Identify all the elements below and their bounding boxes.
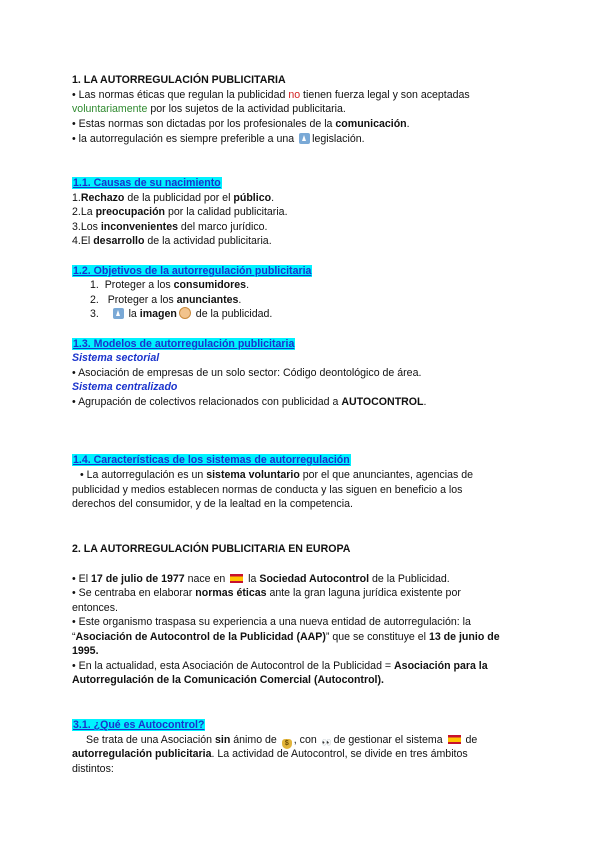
bullet-line [72, 659, 488, 673]
text: • Agrupación de colectivos relacionados con publicidad a [72, 396, 342, 408]
section-1-2-heading [72, 264, 312, 278]
text: • Estas normas son dictadas por los profesionales de la [72, 118, 336, 130]
text: . [406, 118, 410, 130]
bullet-line-cont: Autorregulación de la Comunicación Comercial (Autocontrol). [72, 674, 384, 686]
bullet-line-cont [72, 630, 500, 644]
spain-flag-icon [230, 574, 243, 583]
section-1-title: 1. LA AUTORREGULACIÓN PUBLICITARIA [72, 74, 286, 86]
bullet-line: • Asociación de empresas de un solo sector: Código deontológico de área. [72, 367, 422, 379]
section-1-4-title: 1.4. Características de los sistemas de autorregulación [73, 454, 350, 466]
list-item [72, 205, 288, 219]
section-2-title: 2. LA AUTORREGULACIÓN PUBLICITARIA EN EUROPA [72, 543, 351, 555]
text: del marco jurídico. [177, 221, 268, 233]
bullet-line: • Este organismo traspasa su experiencia a una nueva entidad de autorregulación: la [72, 616, 471, 628]
eyes-icon: 👀 [321, 738, 332, 747]
text: 2.La [72, 206, 96, 218]
paragraph-line: derechos del consumidor, y de la lealtad en la competencia. [72, 498, 353, 510]
subheading-sectorial: Sistema sectorial [72, 352, 160, 364]
text: tienen fuerza legal y son aceptadas [300, 89, 470, 101]
list-number: 1. [90, 279, 99, 291]
text: Proteger a los [104, 279, 174, 291]
text-bold: Rechazo [80, 192, 125, 204]
text: • la autorregulación es siempre preferible a una [72, 133, 298, 145]
text: de la publicidad. [192, 308, 273, 320]
list-item [72, 220, 267, 234]
text-bold: imagen [139, 308, 177, 320]
paragraph-line: distintos: [72, 763, 114, 775]
text: Proteger a los [107, 294, 177, 306]
text-bold: Asociación de Autocontrol de la Publicidad (AAP) [75, 631, 326, 643]
text-bold: público [233, 192, 272, 204]
text: de la publicidad por el [124, 192, 234, 204]
text: de gestionar el sistema [333, 734, 446, 746]
paragraph-line: publicidad y medios establecen normas de conducta y las siguen en beneficio a los [72, 484, 463, 496]
up-arrow-icon [299, 133, 310, 144]
list-item [90, 307, 272, 321]
bullet-line-cont [72, 102, 346, 116]
bullet-line [72, 132, 365, 146]
text-bold: desarrollo [93, 235, 145, 247]
text: ánimo de [230, 734, 280, 746]
text-bold: Sociedad Autocontrol [259, 573, 370, 585]
bullet-line [72, 88, 470, 102]
text: 3.Los [72, 221, 101, 233]
text-bold: sin [214, 734, 231, 746]
text: . [423, 396, 427, 408]
bullet-line [72, 572, 450, 586]
text-bold: consumidores [173, 279, 247, 291]
text: • El [72, 573, 92, 585]
text-bold: 17 de julio de 1977 [91, 573, 185, 585]
text: • Las normas éticas que regulan la publicidad [72, 89, 289, 101]
text: ante la gran laguna jurídica existente por [266, 587, 461, 599]
text: 1. [72, 192, 81, 204]
text: por la calidad publicitaria. [165, 206, 288, 218]
section-1-3-heading [72, 337, 295, 351]
bullet-line [72, 586, 461, 600]
text: . La actividad de Autocontrol, se divide en tres ámbitos [211, 748, 468, 760]
list-item [72, 191, 274, 205]
text: por los sujetos de la actividad publicitaria. [147, 103, 346, 115]
text-bold: sistema voluntario [206, 469, 300, 481]
text: Se trata de una Asociación [86, 734, 215, 746]
spain-flag-icon [448, 735, 461, 744]
text: legislación. [312, 133, 365, 145]
text-bold: Asociación para la [394, 660, 488, 672]
list-number: 3. [90, 308, 99, 320]
list-item [72, 234, 272, 248]
text-bold: comunicación [335, 118, 407, 130]
text-bold: 13 de junio de [428, 631, 500, 643]
person-face-icon [179, 307, 191, 319]
text: de la actividad publicitaria. [144, 235, 272, 247]
text-bold: anunciantes [176, 294, 239, 306]
text: . [246, 279, 250, 291]
text: , con [293, 734, 320, 746]
section-1-4-heading [72, 453, 351, 467]
text-green: voluntariamente [72, 103, 148, 115]
text: 4.El [72, 235, 94, 247]
text-bold: normas éticas [195, 587, 267, 599]
bullet-line-cont: 1995. [72, 645, 99, 657]
section-1-2-title: 1.2. Objetivos de la autorregulación publicitaria [73, 265, 312, 277]
subheading-centralizado: Sistema centralizado [72, 381, 178, 393]
text: . [238, 294, 242, 306]
text-bold: preocupación [95, 206, 166, 218]
section-1-1-title: 1.1. Causas de su nacimiento [73, 177, 221, 189]
list-number: 2. [90, 294, 99, 306]
section-3-1-title: 3.1. ¿Qué es Autocontrol? [73, 719, 205, 731]
text: • En la actualidad, esta Asociación de Autocontrol de la Publicidad = [72, 660, 395, 672]
text: . [271, 192, 275, 204]
text: la [245, 573, 260, 585]
text-bold: inconvenientes [100, 221, 178, 233]
bullet-line-cont: entonces. [72, 602, 118, 614]
text: de [462, 734, 478, 746]
text: ” que se constituye el [325, 631, 429, 643]
bullet-line [72, 395, 426, 409]
text: • La autorregulación es un [80, 469, 207, 481]
section-1-1-heading [72, 176, 222, 190]
text: • Se centraba en elaborar [72, 587, 196, 599]
up-arrow-icon [113, 308, 124, 319]
text: “ [72, 631, 76, 643]
section-1-3-title: 1.3. Modelos de autorregulación publicitaria [73, 338, 295, 350]
text-bold: AUTOCONTROL [341, 396, 424, 408]
text: por el que anunciantes, agencias de [299, 469, 473, 481]
text: la [125, 308, 140, 320]
list-item [90, 293, 241, 307]
paragraph-line [72, 747, 468, 761]
text-bold: autorregulación publicitaria [72, 748, 212, 760]
paragraph-line [80, 468, 473, 482]
money-bag-icon: $ [282, 739, 292, 749]
text: nace en [184, 573, 229, 585]
bullet-line [72, 117, 410, 131]
section-3-1-heading [72, 718, 205, 732]
text: de la Publicidad. [369, 573, 450, 585]
list-item [90, 278, 249, 292]
text-red: no [288, 89, 301, 101]
